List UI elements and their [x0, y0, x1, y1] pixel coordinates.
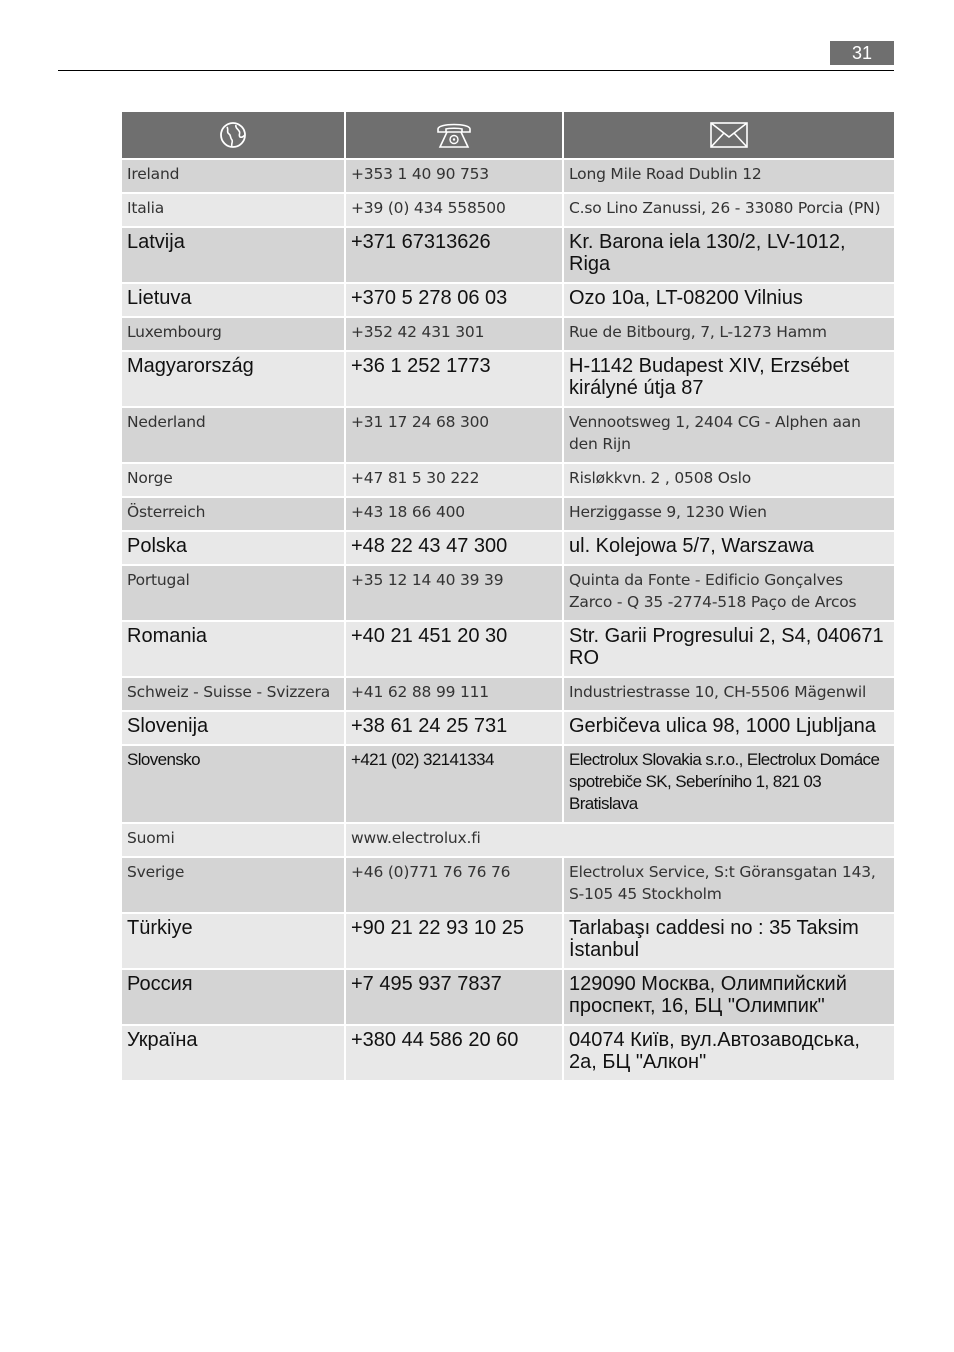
phone-cell: +353 1 40 90 753 [346, 160, 562, 192]
table-row [122, 352, 894, 406]
phone-cell: +380 44 586 20 60 [346, 1026, 562, 1080]
table-row [122, 532, 894, 564]
table-row [122, 712, 894, 744]
address-cell: Str. Garii Progresului 2, S4, 040671 RO [564, 622, 894, 676]
phone-cell: +40 21 451 20 30 [346, 622, 562, 676]
country-cell: Portugal [122, 566, 344, 620]
address-cell: Quinta da Fonte - Edificio Gonçalves Zarco - Q 35 -2774-518 Paço de Arcos [564, 566, 894, 620]
country-cell: Slovensko [122, 746, 344, 822]
table-row [122, 160, 894, 192]
country-cell: Україна [122, 1026, 344, 1080]
table-row [122, 194, 894, 226]
country-cell: Polska [122, 532, 344, 564]
table-row [122, 824, 894, 856]
table-row [122, 858, 894, 912]
page-number: 31 [830, 41, 894, 65]
country-cell: Italia [122, 194, 344, 226]
phone-column-header [346, 112, 562, 158]
country-cell: Lietuva [122, 284, 344, 316]
table-row [122, 464, 894, 496]
phone-cell: +352 42 431 301 [346, 318, 562, 350]
address-cell: H-1142 Budapest XIV, Erzsébet királyné útja 87 [564, 352, 894, 406]
envelope-icon [709, 120, 749, 150]
country-column-header [122, 112, 344, 158]
address-cell: Electrolux Slovakia s.r.o., Electrolux Domáce spotrebiče SK, Seberíniho 1, 821 03 Bratislava [564, 746, 894, 822]
phone-cell: +43 18 66 400 [346, 498, 562, 530]
table-row [122, 914, 894, 968]
country-cell: Türkiye [122, 914, 344, 968]
country-cell: Romania [122, 622, 344, 676]
address-cell: ul. Kolejowa 5/7, Warszawa [564, 532, 894, 564]
table-row [122, 318, 894, 350]
phone-cell: +39 (0) 434 558500 [346, 194, 562, 226]
phone-cell: +48 22 43 47 300 [346, 532, 562, 564]
table-row [122, 622, 894, 676]
address-cell: Industriestrasse 10, CH-5506 Mägenwil [564, 678, 894, 710]
phone-cell: +46 (0)771 76 76 76 [346, 858, 562, 912]
table-row [122, 408, 894, 462]
address-cell: 04074 Київ, вул.Автозаводська, 2a, БЦ "Алкон" [564, 1026, 894, 1080]
address-cell: Risløkkvn. 2 , 0508 Oslo [564, 464, 894, 496]
header-rule [58, 70, 894, 71]
website-cell: www.electrolux.fi [346, 824, 894, 856]
country-cell: Ireland [122, 160, 344, 192]
phone-cell: +371 67313626 [346, 228, 562, 282]
table-row [122, 228, 894, 282]
country-cell: Luxembourg [122, 318, 344, 350]
address-cell: Long Mile Road Dublin 12 [564, 160, 894, 192]
country-cell: Slovenija [122, 712, 344, 744]
table-row [122, 746, 894, 822]
phone-cell: +7 495 937 7837 [346, 970, 562, 1024]
telephone-icon [435, 120, 473, 150]
country-cell: Norge [122, 464, 344, 496]
address-column-header [564, 112, 894, 158]
address-cell: 129090 Москва, Олимпийский проспект, 16, БЦ "Олимпик" [564, 970, 894, 1024]
table-row [122, 498, 894, 530]
country-cell: Österreich [122, 498, 344, 530]
table-row [122, 678, 894, 710]
phone-cell: +36 1 252 1773 [346, 352, 562, 406]
address-cell: C.so Lino Zanussi, 26 - 33080 Porcia (PN) [564, 194, 894, 226]
phone-cell: +90 21 22 93 10 25 [346, 914, 562, 968]
table-row [122, 566, 894, 620]
country-cell: Nederland [122, 408, 344, 462]
phone-cell: +41 62 88 99 111 [346, 678, 562, 710]
service-contacts-table [120, 110, 896, 1082]
country-cell: Suomi [122, 824, 344, 856]
address-cell: Ozo 10a, LT-08200 Vilnius [564, 284, 894, 316]
country-cell: Magyarország [122, 352, 344, 406]
table-row [122, 284, 894, 316]
address-cell: Tarlabaşı caddesi no : 35 Taksim İstanbul [564, 914, 894, 968]
phone-cell: +31 17 24 68 300 [346, 408, 562, 462]
phone-cell: +421 (02) 32141334 [346, 746, 562, 822]
country-cell: Schweiz - Suisse - Svizzera [122, 678, 344, 710]
table-row [122, 1026, 894, 1080]
address-cell: Vennootsweg 1, 2404 CG - Alphen aan den Rijn [564, 408, 894, 462]
country-cell: Sverige [122, 858, 344, 912]
country-cell: Latvija [122, 228, 344, 282]
phone-cell: +38 61 24 25 731 [346, 712, 562, 744]
globe-icon [219, 121, 247, 149]
phone-cell: +35 12 14 40 39 39 [346, 566, 562, 620]
address-cell: Gerbičeva ulica 98, 1000 Ljubljana [564, 712, 894, 744]
phone-cell: +47 81 5 30 222 [346, 464, 562, 496]
country-cell: Россия [122, 970, 344, 1024]
table-header [122, 112, 894, 158]
address-cell: Herziggasse 9, 1230 Wien [564, 498, 894, 530]
address-cell: Electrolux Service, S:t Göransgatan 143, S-105 45 Stockholm [564, 858, 894, 912]
phone-cell: +370 5 278 06 03 [346, 284, 562, 316]
table-row [122, 970, 894, 1024]
address-cell: Kr. Barona iela 130/2, LV-1012, Riga [564, 228, 894, 282]
address-cell: Rue de Bitbourg, 7, L-1273 Hamm [564, 318, 894, 350]
